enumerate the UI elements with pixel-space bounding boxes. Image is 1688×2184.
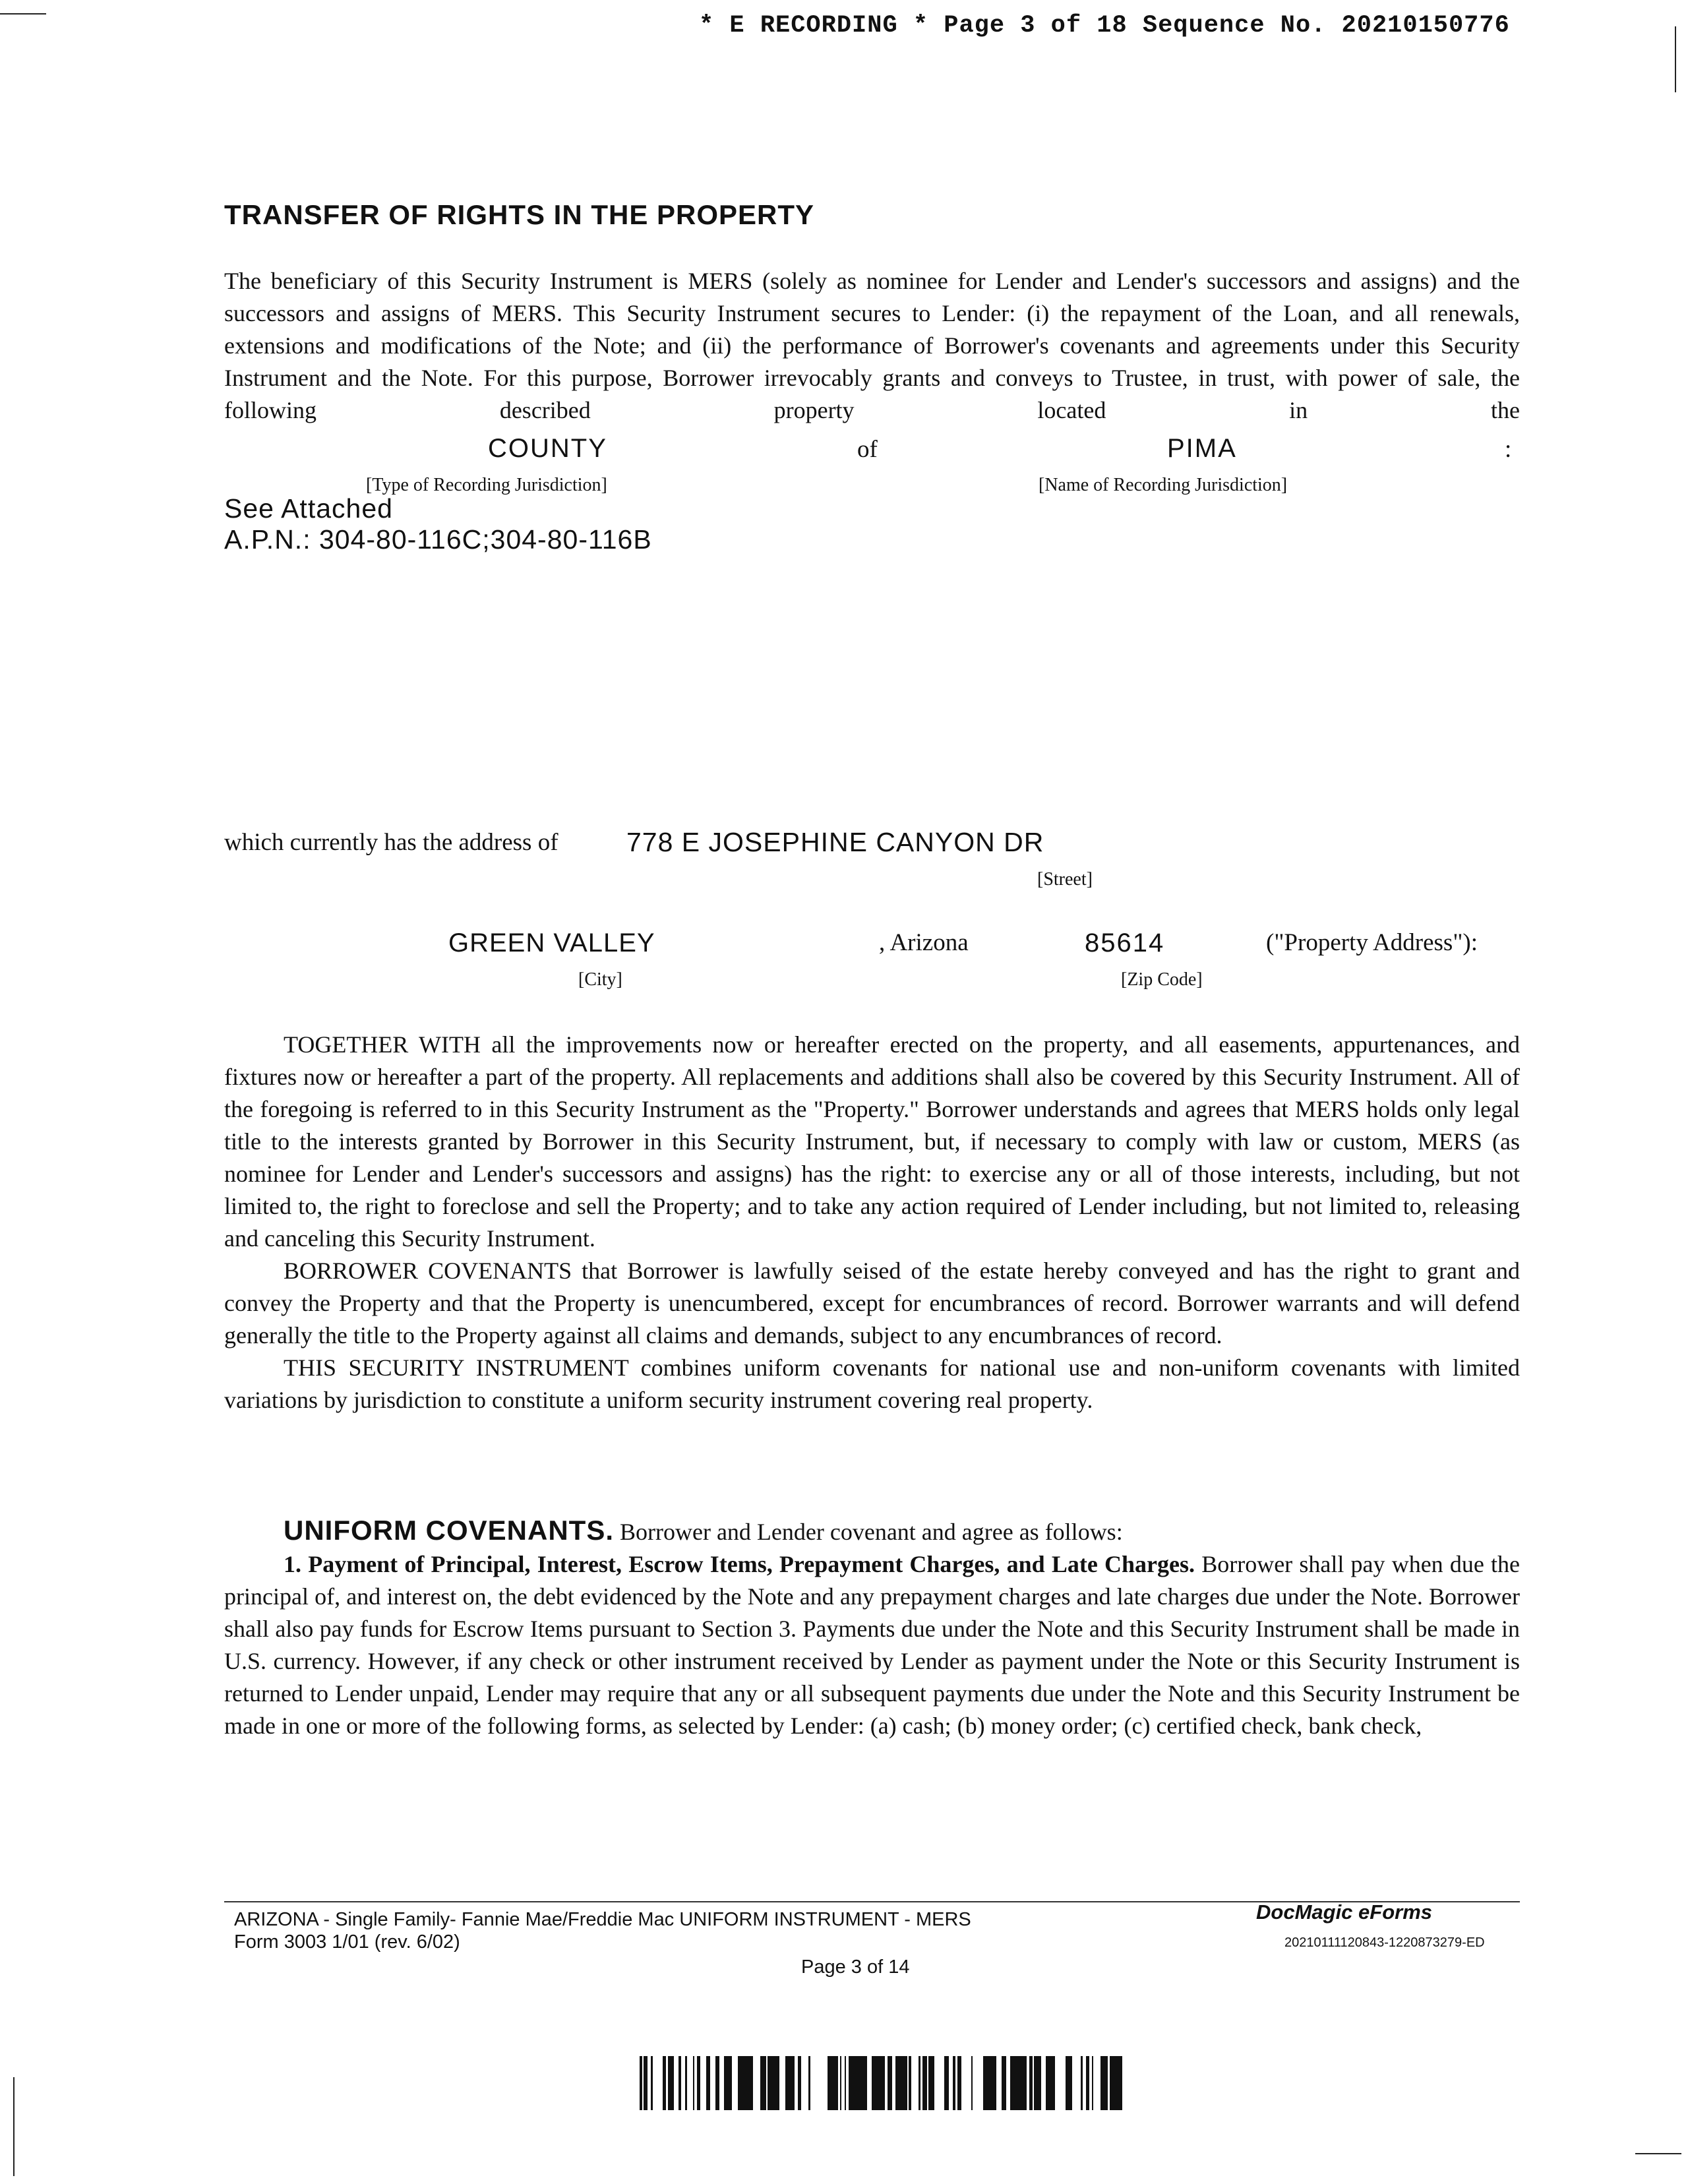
- barcode-bar: [738, 2056, 740, 2110]
- barcode-bar: [729, 2056, 732, 2110]
- barcode-bar: [1114, 2056, 1119, 2110]
- city: GREEN VALLEY: [448, 928, 655, 957]
- legal-description: See Attached: [224, 493, 393, 524]
- barcode-bar: [768, 2056, 771, 2110]
- jurisdiction-name: PIMA: [1167, 434, 1237, 463]
- barcode-bar: [983, 2056, 987, 2110]
- barcode-bar: [644, 2056, 646, 2110]
- barcode-bar: [903, 2056, 907, 2110]
- barcode-bar: [646, 2056, 648, 2110]
- barcode-bar: [831, 2056, 834, 2110]
- barcode-bar: [919, 2056, 920, 2110]
- uniform-heading-rest: Borrower and Lender covenant and agree as follows:: [620, 1519, 1123, 1545]
- barcode-bar: [785, 2056, 789, 2110]
- barcode-bar: [1029, 2056, 1033, 2110]
- barcode-bar: [673, 2056, 674, 2110]
- covenant-1-text: Borrower shall pay when due the principal of, and interest on, the debt evidenced by the Note and any prepayment charges and late charges due under the Note. Borrower shall also pay funds for Escrow Items pursuant to Section 3. Payments due under the Note and this Security Instrument shall be made in U.S. currency. However, if any check or other instrument received by Lender as payment under the Note or this Security Instrument is returned to Lender unpaid, Lender may require that any or all subsequent payments due under the Note and this Security Instrument be made in one or more of the following forms, as selected by Lender: (a) cash; (b) money order; (c) certified check, bank check,: [224, 1551, 1521, 1739]
- barcode-bar: [1100, 2056, 1103, 2110]
- barcode-bar: [1019, 2056, 1021, 2110]
- footer-form-line-1: ARIZONA - Single Family- Fannie Mae/Freddie Mac UNIFORM INSTRUMENT - MERS: [234, 1909, 971, 1930]
- barcode-bar: [1002, 2056, 1003, 2110]
- barcode-bar: [1103, 2056, 1108, 2110]
- covenant-1-number: 1.: [284, 1551, 301, 1577]
- barcode-bar: [872, 2056, 874, 2110]
- covenant-1-title: Payment of Principal, Interest, Escrow Items, Prepayment Charges, and Late Charges.: [308, 1551, 1195, 1577]
- street-caption: [Street]: [1037, 869, 1093, 890]
- barcode-bar: [895, 2056, 899, 2110]
- barcode-bar: [959, 2056, 961, 2110]
- barcode-bar: [706, 2056, 710, 2110]
- barcode-bar: [1081, 2056, 1083, 2110]
- barcode-bar: [771, 2056, 772, 2110]
- barcode-bar: [760, 2056, 764, 2110]
- state: , Arizona: [879, 929, 969, 956]
- barcode-bar: [1052, 2056, 1055, 2110]
- uniform-heading-line: [224, 1514, 1520, 1548]
- barcode-bar: [922, 2056, 927, 2110]
- barcode-bar: [640, 2056, 642, 2110]
- barcode-bar: [840, 2056, 841, 2110]
- transfer-paragraph: [224, 265, 1520, 427]
- footer-page-number: Page 3 of 14: [801, 1957, 910, 1978]
- street-address: 778 E JOSEPHINE CANYON DR: [626, 827, 1044, 857]
- transfer-paragraph-text: The beneficiary of this Security Instrument is MERS (solely as nominee for Lender and Lender's successors and assigns) and the successors and assigns of MERS. This Security Instrument secures to Lender: (i) the repayment of the Loan, and all renewals, extensions and modifications of the Note; and (ii) the performance of Borrower's covenants and agreements under this Security Instrument and the Note. For this purpose, Borrower irrevocably grants and conveys to Trustee, in trust, with power of sale, the following described property located in the: [224, 268, 1520, 423]
- jurisdiction-colon: :: [1505, 436, 1512, 463]
- borrower-covenants-paragraph: BORROWER COVENANTS that Borrower is lawfully seised of the estate hereby conveyed and has the right to grant and convey the Property and that the Property is unencumbered, except for encumbrances of record. Borrower warrants and will defend generally the title to the Property against all claims and demands, subject to any encumbrances of record.: [224, 1258, 1520, 1349]
- scan-edge-mark-bottom-left: [13, 2077, 15, 2176]
- barcode-bar: [864, 2056, 867, 2110]
- barcode-bar: [928, 2056, 930, 2110]
- barcode-bar: [857, 2056, 860, 2110]
- barcode-bar: [1110, 2056, 1114, 2110]
- barcode-bar: [775, 2056, 778, 2110]
- barcode-bar: [678, 2056, 681, 2110]
- jurisdiction-name-caption: [Name of Recording Jurisdiction]: [1039, 475, 1288, 495]
- barcode-bar: [860, 2056, 864, 2110]
- jurisdiction-type-caption: [Type of Recording Jurisdiction]: [366, 475, 607, 495]
- barcode-bar: [808, 2056, 810, 2110]
- barcode-bar: [944, 2056, 949, 2110]
- city-caption: [City]: [578, 969, 622, 990]
- barcode-bar: [749, 2056, 753, 2110]
- barcode-bar: [828, 2056, 829, 2110]
- footer-form-line-2: Form 3003 1/01 (rev. 6/02): [234, 1931, 460, 1953]
- scan-edge-mark-top-right: [1675, 26, 1676, 92]
- barcode-bar: [987, 2056, 989, 2110]
- barcode-bar: [852, 2056, 855, 2110]
- footer-brand: DocMagic eForms: [1256, 1900, 1433, 1924]
- uniform-heading: UNIFORM COVENANTS.: [284, 1515, 614, 1546]
- barcode-bar: [1022, 2056, 1027, 2110]
- property-address-label: ("Property Address"):: [1266, 929, 1478, 956]
- barcode-bar: [849, 2056, 852, 2110]
- address-intro: which currently has the address of: [224, 829, 558, 856]
- barcode-bar: [899, 2056, 903, 2110]
- barcode-bar: [798, 2056, 801, 2110]
- barcode-bar: [724, 2056, 727, 2110]
- barcode-bar: [957, 2056, 959, 2110]
- recording-header: * E RECORDING * Page 3 of 18 Sequence No. 20210150776: [699, 12, 1510, 40]
- barcode-bar: [1015, 2056, 1019, 2110]
- barcode-bar: [989, 2056, 994, 2110]
- together-with-paragraph: TOGETHER WITH all the improvements now or hereafter erected on the property, and all easements, appurtenances, and fixtures now or hereafter a part of the property. All replacements and additions shall also be covered by this Security Instrument. All of the foregoing is referred to in this Security Instrument as the "Property." Borrower understands and agrees that MERS holds only legal title to the interests granted by Borrower in this Security Instrument, but, if necessary to comply with law or custom, MERS (as nominee for Lender and Lender's successors and assigns) has the right: to exercise any or all of those interests, including, but not limited to, the right to foreclose and sell the Property; and to take any action required of Lender including, but not limited to, releasing and canceling this Security Instrument.: [224, 1031, 1520, 1252]
- barcode-bar: [789, 2056, 793, 2110]
- barcode-bar: [1046, 2056, 1048, 2110]
- barcode-bar: [668, 2056, 673, 2110]
- barcode-bar: [834, 2056, 838, 2110]
- body-paragraphs: [224, 1029, 1520, 1416]
- barcode-bar: [698, 2056, 700, 2110]
- barcode-bar: [1066, 2056, 1068, 2110]
- barcode-bar: [1038, 2056, 1041, 2110]
- barcode-bar: [651, 2056, 653, 2110]
- barcode-bar: [1068, 2056, 1072, 2110]
- barcode-bar: [874, 2056, 878, 2110]
- barcode-bar: [1119, 2056, 1122, 2110]
- barcode-bar: [778, 2056, 779, 2110]
- zip-caption: [Zip Code]: [1121, 969, 1203, 990]
- barcode-bar: [930, 2056, 932, 2110]
- scan-edge-mark-bottom-right: [1635, 2153, 1681, 2154]
- barcode-bar: [1048, 2056, 1052, 2110]
- barcode-bar: [793, 2056, 795, 2110]
- barcode-bar: [685, 2056, 687, 2110]
- barcode-bar: [878, 2056, 882, 2110]
- barcode-bar: [693, 2056, 694, 2110]
- jurisdiction-type: COUNTY: [488, 434, 607, 463]
- barcode-bar: [888, 2056, 892, 2110]
- uniform-covenants: [224, 1514, 1520, 1742]
- barcode-bar: [715, 2056, 719, 2110]
- barcode-bar: [882, 2056, 885, 2110]
- barcode-bar: [855, 2056, 857, 2110]
- barcode-bar: [953, 2056, 955, 2110]
- barcode-bar: [740, 2056, 744, 2110]
- covenant-1: [224, 1548, 1520, 1742]
- apn: A.P.N.: 304-80-116C;304-80-116B: [224, 524, 652, 555]
- barcode-bar: [663, 2056, 666, 2110]
- barcode-bar: [697, 2056, 698, 2110]
- footer-doc-id: 20210111120843-1220873279-ED: [1284, 1935, 1485, 1950]
- barcode-bar: [994, 2056, 996, 2110]
- security-instrument-paragraph: THIS SECURITY INSTRUMENT combines uniform covenants for national use and non-uniform covenants with limited variations by jurisdiction to constitute a uniform security instrument covering real property.: [224, 1354, 1520, 1413]
- barcode-icon: [640, 2056, 1124, 2110]
- barcode-bar: [971, 2056, 973, 2110]
- scan-edge-mark-top-left: [0, 13, 46, 15]
- barcode-bar: [909, 2056, 911, 2110]
- barcode-bar: [772, 2056, 775, 2110]
- barcode-bar: [1021, 2056, 1022, 2110]
- barcode-bar: [1086, 2056, 1089, 2110]
- zip-code: 85614: [1085, 928, 1165, 957]
- barcode-bar: [1010, 2056, 1015, 2110]
- barcode-bar: [764, 2056, 766, 2110]
- barcode-bar: [932, 2056, 934, 2110]
- barcode-bar: [1034, 2056, 1038, 2110]
- barcode-bar: [829, 2056, 831, 2110]
- barcode-bar: [1003, 2056, 1006, 2110]
- of-word: of: [857, 436, 878, 463]
- barcode-bar: [744, 2056, 749, 2110]
- barcode-bar: [727, 2056, 729, 2110]
- barcode-bar: [1092, 2056, 1093, 2110]
- barcode-bar: [845, 2056, 846, 2110]
- barcode-graphic: [640, 2056, 1124, 2110]
- section-title-transfer: TRANSFER OF RIGHTS IN THE PROPERTY: [224, 199, 815, 230]
